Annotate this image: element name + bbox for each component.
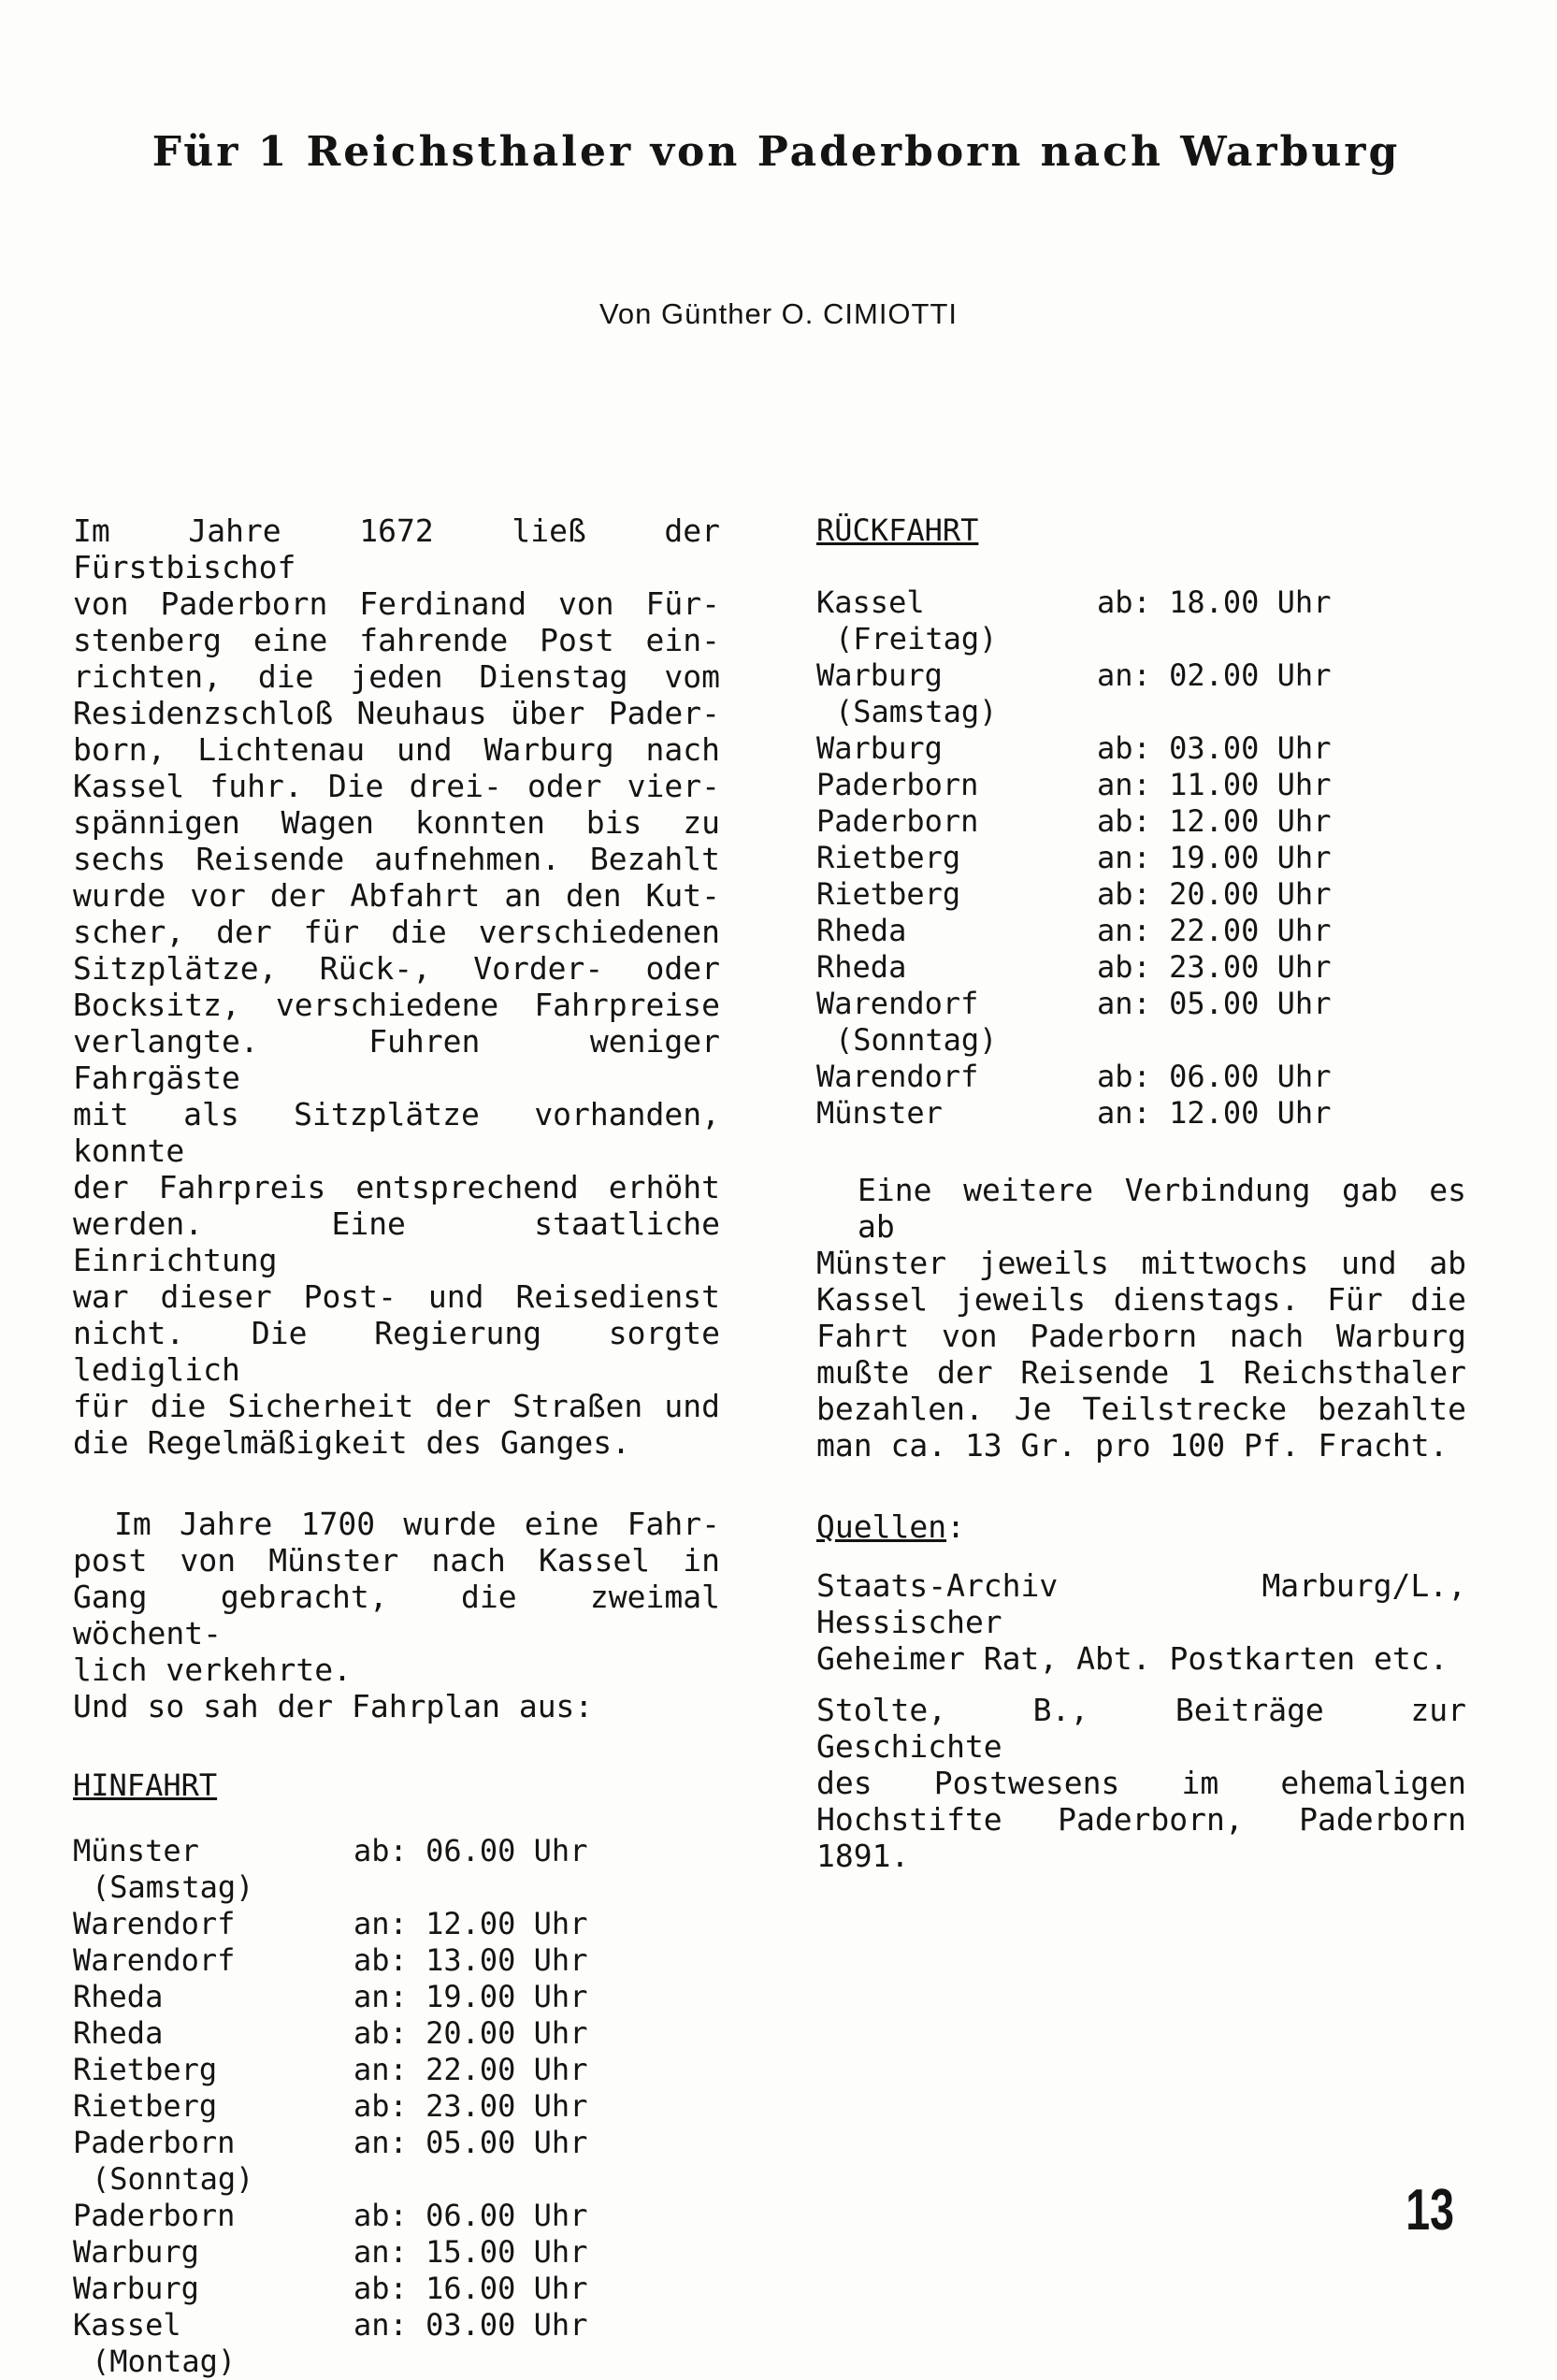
station-cell: Rheda — [73, 1979, 164, 2014]
time-cell — [353, 2161, 720, 2198]
station-cell: Warendorf — [73, 1906, 236, 1941]
quellen-colon: : — [946, 1508, 965, 1545]
time-cell: ab: 13.00 Uhr — [353, 1942, 588, 1978]
text-line: man ca. 13 Gr. pro 100 Pf. Fracht. — [816, 1427, 1449, 1464]
page-number: 13 — [1406, 2178, 1454, 2243]
time-cell — [1097, 621, 1466, 657]
station-cell: (Freitag) — [835, 621, 998, 656]
timetable-row — [73, 2015, 720, 2052]
timetable-row — [816, 876, 1466, 913]
text-line: post von Münster nach Kassel in — [73, 1542, 720, 1579]
text-line: Und so sah der Fahrplan aus: — [73, 1688, 594, 1724]
timetable-row — [73, 2161, 720, 2198]
station-cell: Warburg — [73, 2271, 199, 2306]
timetable-row — [73, 2052, 720, 2088]
station-cell: Warendorf — [816, 986, 979, 1021]
rueckfahrt-heading: RÜCKFAHRT — [816, 512, 979, 548]
station-cell: Rietberg — [73, 2088, 218, 2124]
text-line: des Postwesens im ehemaligen — [816, 1765, 1466, 1801]
author-line: Von Günther O. CIMIOTTI — [598, 297, 959, 330]
text-line: nicht. Die Regierung sorgte lediglich — [73, 1315, 720, 1388]
timetable-row — [816, 840, 1466, 876]
text-line: verlangte. Fuhren weniger Fahrgäste — [73, 1023, 720, 1096]
text-line: 1891. — [816, 1838, 910, 1874]
text-line: Gang gebracht, die zweimal wöchent- — [73, 1579, 720, 1652]
fahrpost-paragraph — [73, 1506, 720, 1724]
timetable-row — [816, 730, 1466, 767]
time-cell: an: 12.00 Uhr — [353, 1906, 588, 1941]
time-cell: ab: 20.00 Uhr — [1097, 876, 1332, 912]
text-line: wurde vor der Abfahrt an den Kut- — [73, 877, 720, 914]
time-cell: ab: 06.00 Uhr — [353, 1833, 588, 1868]
timetable-row — [816, 1059, 1466, 1095]
timetable-row — [816, 949, 1466, 986]
article-title: Für 1 Reichsthaler von Paderborn nach Warburg — [151, 128, 1401, 176]
text-line: Im Jahre 1700 wurde eine Fahr- — [114, 1506, 720, 1542]
timetable-row — [816, 1022, 1466, 1059]
text-line: war dieser Post- und Reisedienst — [73, 1278, 720, 1315]
timetable-row — [816, 913, 1466, 949]
time-cell: an: 05.00 Uhr — [353, 2125, 588, 2160]
station-cell: Rietberg — [73, 2052, 218, 2087]
station-cell: Kassel — [73, 2307, 181, 2343]
timetable-row — [816, 621, 1466, 657]
right-column — [816, 512, 1466, 1874]
time-cell — [1097, 1022, 1466, 1059]
time-cell: ab: 12.00 Uhr — [1097, 803, 1332, 839]
station-cell: Warendorf — [816, 1059, 979, 1094]
timetable-row — [816, 657, 1466, 694]
timetable-row — [73, 2125, 720, 2161]
connection-paragraph — [816, 1172, 1466, 1464]
text-line: mit als Sitzplätze vorhanden, konnte — [73, 1096, 720, 1169]
text-line: von Paderborn Ferdinand von Für- — [73, 585, 720, 622]
timetable-row — [73, 2307, 720, 2344]
text-line: Kassel fuhr. Die drei- oder vier- — [73, 768, 720, 804]
time-cell: an: 15.00 Uhr — [353, 2234, 588, 2270]
text-line: bezahlen. Je Teilstrecke bezahlte — [816, 1391, 1466, 1427]
timetable-row — [73, 2198, 720, 2234]
station-cell: Münster — [816, 1095, 943, 1131]
timetable-row — [73, 2344, 720, 2380]
hinfahrt-timetable — [73, 1833, 720, 2380]
text-line: Im Jahre 1672 ließ der Fürstbischof — [73, 512, 720, 585]
station-cell: (Montag) — [92, 2344, 237, 2379]
time-cell: an: 12.00 Uhr — [1097, 1095, 1332, 1131]
station-cell: (Samstag) — [835, 694, 998, 729]
station-cell: (Sonntag) — [92, 2161, 254, 2197]
time-cell: an: 19.00 Uhr — [1097, 840, 1332, 875]
quellen-heading-line — [816, 1508, 1466, 1545]
station-cell: Rietberg — [816, 840, 961, 875]
text-line: Bocksitz, verschiedene Fahrpreise — [73, 987, 720, 1023]
timetable-row — [73, 1979, 720, 2015]
rueckfahrt-timetable — [816, 584, 1466, 1132]
station-cell: Warburg — [816, 657, 943, 693]
text-line: Hochstifte Paderborn, Paderborn — [816, 1801, 1466, 1838]
time-cell: ab: 16.00 Uhr — [353, 2271, 588, 2306]
text-line: Kassel jeweils dienstags. Für die — [816, 1281, 1466, 1318]
timetable-row — [73, 1906, 720, 1942]
station-cell: Warendorf — [73, 1942, 236, 1978]
text-line: Eine weitere Verbindung gab es ab — [858, 1172, 1466, 1245]
timetable-row — [816, 803, 1466, 840]
timetable-row — [816, 767, 1466, 803]
time-cell: an: 22.00 Uhr — [353, 2052, 588, 2087]
text-line: der Fahrpreis entsprechend erhöht — [73, 1169, 720, 1205]
quellen-heading: Quellen — [816, 1508, 947, 1545]
time-cell: ab: 06.00 Uhr — [1097, 1059, 1332, 1094]
text-line: lich verkehrte. — [73, 1652, 353, 1688]
text-line: Stolte, B., Beiträge zur Geschichte — [816, 1692, 1466, 1765]
left-column — [73, 512, 720, 2380]
station-cell: (Samstag) — [92, 1869, 254, 1905]
time-cell: an: 02.00 Uhr — [1097, 657, 1332, 693]
time-cell — [353, 1869, 720, 1906]
station-cell: Paderborn — [73, 2125, 236, 2160]
time-cell: an: 19.00 Uhr — [353, 1979, 588, 2014]
time-cell: ab: 23.00 Uhr — [353, 2088, 588, 2124]
text-line: Sitzplätze, Rück-, Vorder- oder — [73, 950, 720, 987]
time-cell: ab: 20.00 Uhr — [353, 2015, 588, 2051]
station-cell: Paderborn — [816, 767, 979, 802]
station-cell: Rietberg — [816, 876, 961, 912]
text-line: für die Sicherheit der Straßen und — [73, 1388, 720, 1424]
timetable-row — [816, 1095, 1466, 1132]
timetable-row — [73, 2234, 720, 2271]
text-line: sechs Reisende aufnehmen. Bezahlt — [73, 841, 720, 877]
station-cell: Münster — [73, 1833, 199, 1868]
station-cell: Rheda — [816, 913, 907, 948]
time-cell: ab: 06.00 Uhr — [353, 2198, 588, 2233]
text-line: Staats-Archiv Marburg/L., Hessischer — [816, 1567, 1466, 1640]
timetable-row — [816, 584, 1466, 621]
station-cell: Warburg — [816, 730, 943, 766]
text-line: Geheimer Rat, Abt. Postkarten etc. — [816, 1640, 1449, 1677]
source-2 — [816, 1692, 1466, 1874]
text-line: scher, der für die verschiedenen — [73, 914, 720, 950]
time-cell: an: 22.00 Uhr — [1097, 913, 1332, 948]
station-cell: Rheda — [816, 949, 907, 985]
time-cell — [1097, 694, 1466, 730]
timetable-row — [73, 1833, 720, 1869]
text-line: Residenzschloß Neuhaus über Pader- — [73, 695, 720, 731]
time-cell: ab: 23.00 Uhr — [1097, 949, 1332, 985]
station-cell: (Sonntag) — [835, 1022, 998, 1058]
time-cell: ab: 18.00 Uhr — [1097, 584, 1332, 620]
station-cell: Warburg — [73, 2234, 199, 2270]
timetable-row — [73, 1942, 720, 1979]
text-line: die Regelmäßigkeit des Ganges. — [73, 1424, 631, 1461]
text-line: Münster jeweils mittwochs und ab — [816, 1245, 1466, 1281]
text-line: stenberg eine fahrende Post ein- — [73, 622, 720, 658]
timetable-row — [73, 1869, 720, 1906]
timetable-row — [73, 2088, 720, 2125]
station-cell: Rheda — [73, 2015, 164, 2051]
text-line: mußte der Reisende 1 Reichsthaler — [816, 1354, 1466, 1391]
time-cell: ab: 03.00 Uhr — [1097, 730, 1332, 766]
text-line: richten, die jeden Dienstag vom — [73, 658, 720, 695]
station-cell: Paderborn — [816, 803, 979, 839]
timetable-row — [73, 2271, 720, 2307]
time-cell: an: 03.00 Uhr — [353, 2307, 588, 2343]
station-cell: Paderborn — [73, 2198, 236, 2233]
time-cell: an: 05.00 Uhr — [1097, 986, 1332, 1021]
time-cell — [353, 2344, 720, 2380]
station-cell: Kassel — [816, 584, 925, 620]
intro-paragraph — [73, 512, 720, 1461]
timetable-row — [816, 986, 1466, 1022]
text-line: born, Lichtenau und Warburg nach — [73, 731, 720, 768]
text-line: werden. Eine staatliche Einrichtung — [73, 1205, 720, 1278]
time-cell: an: 11.00 Uhr — [1097, 767, 1332, 802]
text-line: Fahrt von Paderborn nach Warburg — [816, 1318, 1466, 1354]
text-line: spännigen Wagen konnten bis zu — [73, 804, 720, 841]
timetable-row — [816, 694, 1466, 730]
source-1 — [816, 1567, 1466, 1677]
hinfahrt-heading: HINFAHRT — [73, 1767, 218, 1803]
